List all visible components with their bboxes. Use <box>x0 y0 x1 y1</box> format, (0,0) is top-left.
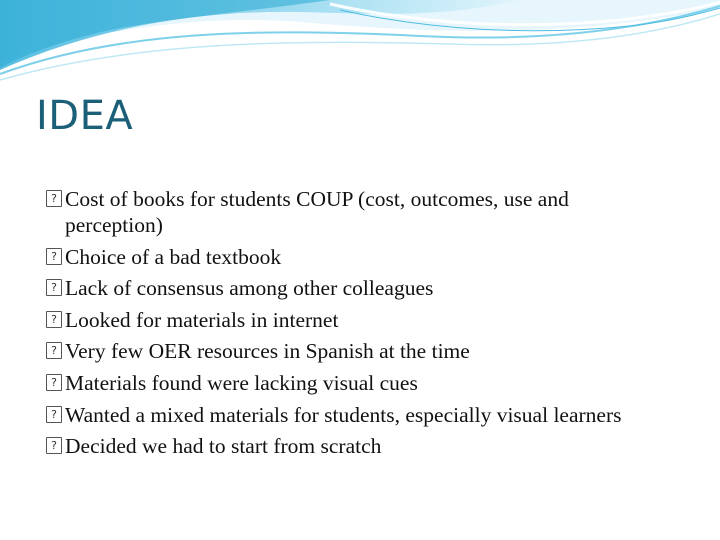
bullet-text: Wanted a mixed materials for students, especially visual learners <box>65 402 622 427</box>
bullet-text: Very few OER resources in Spanish at the time <box>65 339 470 364</box>
bullet-item <box>46 307 666 333</box>
bullet-item <box>46 338 666 364</box>
bullet-item <box>46 402 666 428</box>
missing-glyph-bullet-icon: ? <box>46 311 62 328</box>
bullet-text: Looked for materials in internet <box>65 307 339 332</box>
missing-glyph-bullet-icon: ? <box>46 437 62 454</box>
bullet-text: Cost of books for students COUP (cost, outcomes, use and perception) <box>65 187 569 237</box>
missing-glyph-bullet-icon: ? <box>46 374 62 391</box>
bullet-text: Lack of consensus among other colleagues <box>65 276 434 301</box>
bullet-item <box>46 433 666 459</box>
bullet-text: Decided we had to start from scratch <box>65 434 382 459</box>
bullet-text: Choice of a bad textbook <box>65 244 282 269</box>
missing-glyph-bullet-icon: ? <box>46 406 62 423</box>
bullet-item <box>46 244 666 270</box>
header-wave-decoration <box>0 0 720 90</box>
bullet-text: Materials found were lacking visual cues <box>65 370 418 395</box>
missing-glyph-bullet-icon: ? <box>46 342 62 359</box>
missing-glyph-bullet-icon: ? <box>46 190 62 207</box>
bullet-item <box>46 370 666 396</box>
bullet-list <box>46 186 666 465</box>
slide-title: IDEA <box>36 93 134 139</box>
bullet-item <box>46 275 666 301</box>
missing-glyph-bullet-icon: ? <box>46 248 62 265</box>
missing-glyph-bullet-icon: ? <box>46 279 62 296</box>
bullet-item <box>46 186 666 238</box>
